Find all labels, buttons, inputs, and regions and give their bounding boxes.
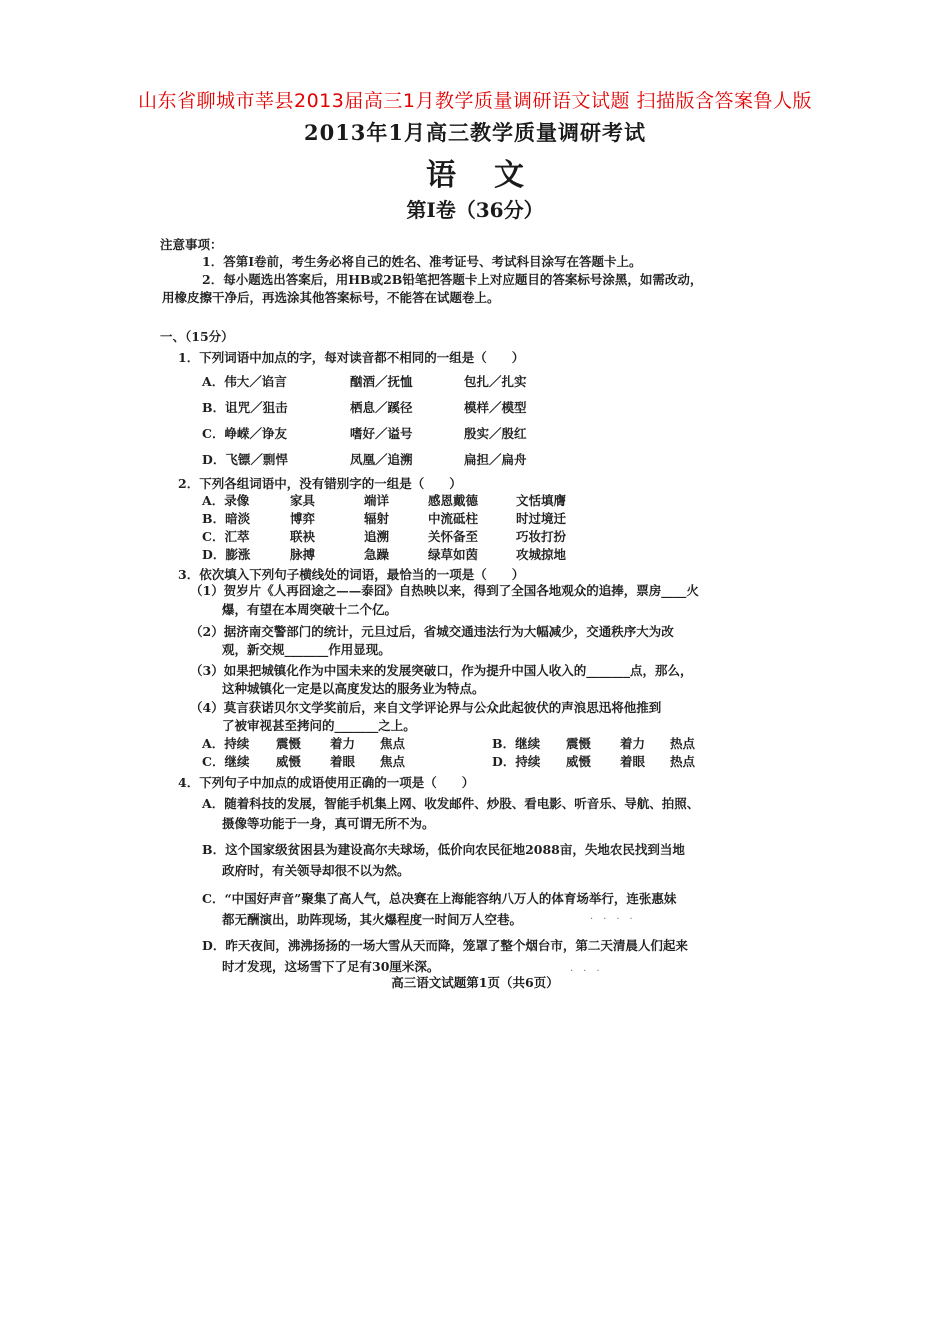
question-3-sentence-4: （4）莫言获诺贝尔文学奖前后，来自文学评论界与公众此起彼伏的声浪思迅将他推到	[190, 700, 662, 715]
question-3-stem: 3．依次填入下列句子横线处的词语，最恰当的一项是（ ）	[178, 567, 525, 582]
exam-title: 2013年1月高三教学质量调研考试	[303, 120, 647, 145]
question-3-sentence-4-cont: 了被审视甚至拷问的_______之上。	[222, 718, 416, 733]
notice-item-1: 1．答第Ⅰ卷前，考生务必将自己的姓名、准考证号、考试科目涂写在答题卡上。	[202, 254, 642, 269]
question-4-option-b-cont: 政府时，有关领导却很不以为然。	[222, 863, 410, 878]
question-4-option-c: C．“中国好声音”聚集了高人气，总决赛在上海能容纳八万人的体育场举行，连张惠妹	[202, 891, 677, 906]
notice-heading: 注意事项：	[160, 237, 223, 252]
question-3-sentence-2-cont: 观，新交规_______作用显现。	[222, 642, 391, 657]
question-2-stem: 2．下列各组词语中，没有错别字的一组是（ ）	[178, 476, 462, 491]
scan-noise: · · · ·	[590, 914, 633, 925]
section-heading: 一、（15分）	[160, 329, 234, 344]
question-3-sentence-3-cont: 这种城镇化一定是以高度发达的服务业为特点。	[222, 681, 485, 696]
scanned-exam-page: 2013年1月高三教学质量调研考试 语文 第Ⅰ卷（36分） 注意事项： 1．答第Ⅰ卷前，考生务必将自己的姓名、准考证号、考试科目涂写在答题卡上。 2．每小题选出答案后，用HB或2B铅笔把答题卡上对应题目的答案标号涂黑，如需改动， 用橡皮擦干净后，再选涂其他答案标号，不能答在试题卷上。 一、（15分） 1．下列词语中加点的字，每对读音都不相同的一组是（ ） A．伟大／谄言 酗酒／抚恤 包扎／扎实 B．诅咒／狙击 栖息／蹊径 模样／模型 C．峥嵘／诤友 嗜好／谥号 殷实／殷红 D．飞镖／剽悍 凤凰／追溯 扁担／扁舟 2．下列各组词语中，没有错别字的一组是（ ） A．录像 家具 端详 感恩戴德 文恬填膺 B．暗淡 博弈 辐射 中流砥柱 时过境迁 C．汇萃 联袂 追溯 关怀备至 巧妆打扮 D．膨涨 脉搏 急躁 绿草如茵 攻城掠地 3．依次填入下列句子横线处的词语，最恰当的一项是（ ） （1）贺岁片《人再囧途之——泰囧》自热映以来，得到了全国各地观众的追捧，票房____火 爆，有望在本周突破十二个亿。 （2）据济南交警部门的统计，元旦过后，省城交通违法行为大幅减少，交通秩序大为改 观，新交规_______作用显现。 （3）如果把城镇化作为中国未来的发展突破口，作为提升中国人收入的_______点，那么， 这种城镇化一定是以高度发达的服务业为特点。 （4）莫言获诺贝尔文学奖前后，来自文学评论界与公众此起彼伏的声浪思迅将他推到 了被审视甚至拷问的_______之上。 A．持续 震慑 着力 焦点 B．继续 震慑 着力 热点 C．继续 威慑 着眼 焦点 D．持续 威慑 着眼 热点 4．下列句子中加点的成语使用正确的一项是（ ） A．随着科技的发展，智能手机集上网、收发邮件、炒股、看电影、听音乐、导航、拍照、 摄像等功能于一身，真可谓无所不为。 B．这个国家级贫困县为建设高尔夫球场，低价向农民征地2088亩，失地农民找到当地 政府时，有关领导却很不以为然。 C．“中国好声音”聚集了高人气，总决赛在上海能容纳八万人的体育场举行，连张惠妹 都无酬演出，助阵现场，其火爆程度一时间万人空巷。 D．昨天夜间，沸沸扬扬的一场大雪从天而降，笼罩了整个烟台市，第二天清晨人们起来 时才发现，这场雪下了足有30厘米深。 高三语文试题第1页（共6页） · · · · · · ·	[160, 110, 790, 990]
question-4-option-c-cont: 都无酬演出，助阵现场，其火爆程度一时间万人空巷。	[222, 912, 523, 927]
question-4-option-a: A．随着科技的发展，智能手机集上网、收发邮件、炒股、看电影、听音乐、导航、拍照、	[202, 796, 700, 811]
notice-item-2: 2．每小题选出答案后，用HB或2B铅笔把答题卡上对应题目的答案标号涂黑，如需改动，	[202, 272, 703, 287]
question-3-sentence-2: （2）据济南交警部门的统计，元旦过后，省城交通违法行为大幅减少，交通秩序大为改	[190, 624, 674, 639]
question-4-stem: 4．下列句子中加点的成语使用正确的一项是（ ）	[178, 775, 475, 790]
page-footer: 高三语文试题第1页（共6页）	[391, 975, 559, 990]
question-3-sentence-1: （1）贺岁片《人再囧途之——泰囧》自热映以来，得到了全国各地观众的追捧，票房____火	[190, 583, 699, 598]
document-header: 山东省聊城市莘县2013届高三1月教学质量调研语文试题 扫描版含答案鲁人版	[138, 90, 812, 112]
question-3-sentence-3: （3）如果把城镇化作为中国未来的发展突破口，作为提升中国人收入的_______点，那么，	[190, 663, 693, 678]
exam-subject: 语文	[426, 158, 562, 193]
question-4-option-a-cont: 摄像等功能于一身，真可谓无所不为。	[222, 816, 435, 831]
question-4-option-d: D．昨天夜间，沸沸扬扬的一场大雪从天而降，笼罩了整个烟台市，第二天清晨人们起来	[202, 938, 688, 953]
exam-volume: 第Ⅰ卷（36分）	[406, 198, 544, 222]
question-4-option-b: B．这个国家级贫困县为建设高尔夫球场，低价向农民征地2088亩，失地农民找到当地	[202, 842, 685, 857]
question-1-stem: 1．下列词语中加点的字，每对读音都不相同的一组是（ ）	[178, 350, 525, 365]
question-4-option-d-cont: 时才发现，这场雪下了足有30厘米深。	[222, 959, 440, 974]
notice-item-2-cont: 用橡皮擦干净后，再选涂其他答案标号，不能答在试题卷上。	[162, 290, 500, 305]
question-3-sentence-1-cont: 爆，有望在本周突破十二个亿。	[222, 602, 398, 617]
scan-noise: · · ·	[570, 966, 600, 977]
